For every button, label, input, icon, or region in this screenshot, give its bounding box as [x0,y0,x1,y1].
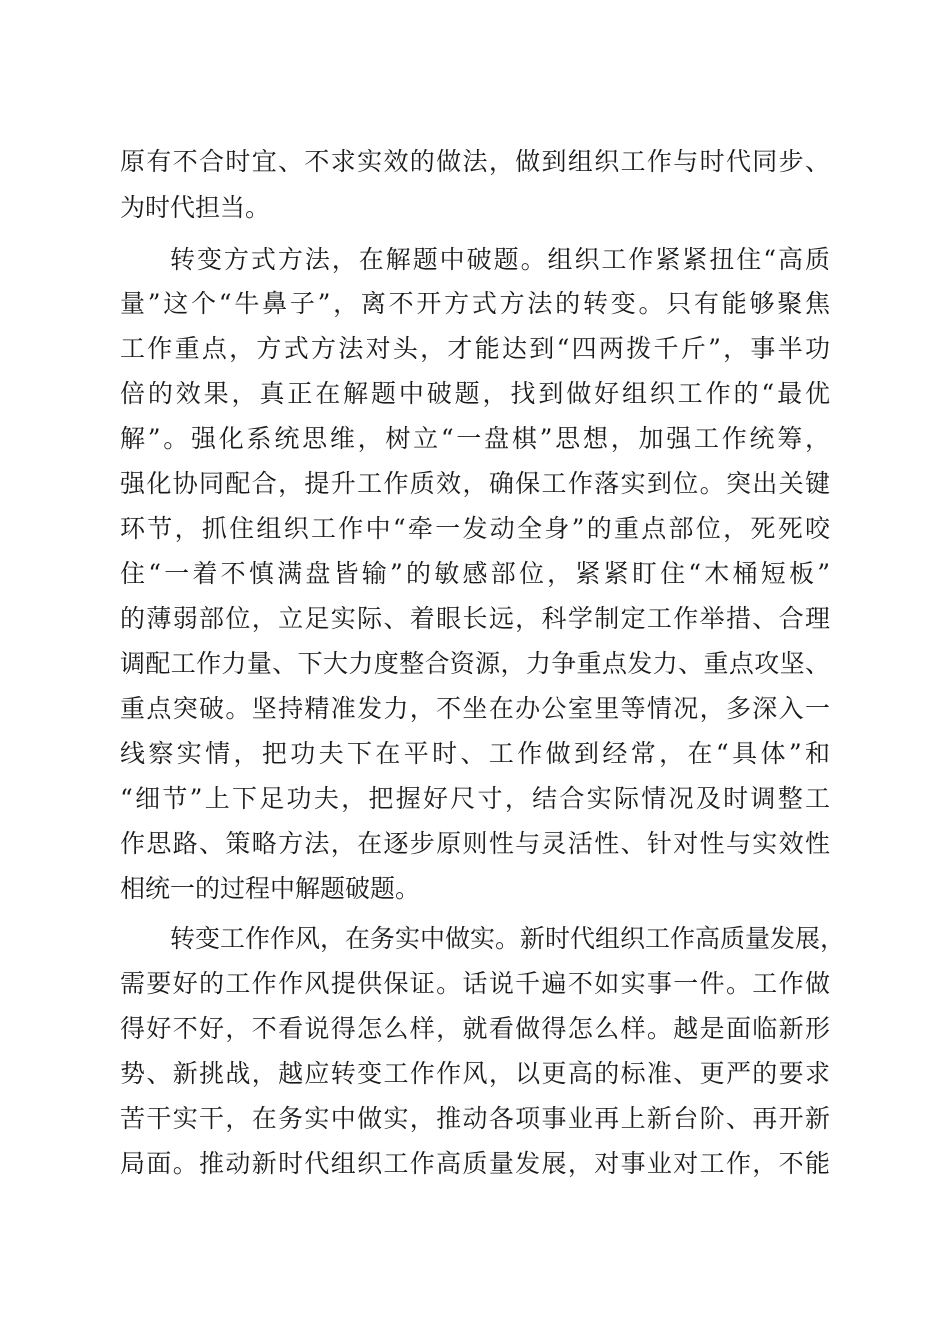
text-line: 苦干实干，在务实中做实，推动各项事业再上新台阶、再开新 [120,1104,830,1133]
text-line: 原有不合时宜、不求实效的做法，做到组织工作与时代同步、 [120,147,830,176]
paragraph-first-line: 转变方式方法，在解题中破题。组织工作紧紧扭住“高质 [170,245,830,274]
text-line: 局面。推动新时代组织工作高质量发展，对事业对工作，不能 [120,1149,830,1178]
text-line: 的薄弱部位，立足实际、着眼长远，科学制定工作举措、合理 [120,604,830,633]
text-line: 强化协同配合，提升工作质效，确保工作落实到位。突出关键 [120,469,830,498]
text-line: 量”这个“牛鼻子”，离不开方式方法的转变。只有能够聚焦 [120,289,830,318]
text-line: 势、新挑战，越应转变工作作风，以更高的标准、更严的要求 [120,1059,830,1088]
text-line: 作思路、策略方法，在逐步原则性与灵活性、针对性与实效性 [120,829,830,858]
paragraph-first-line: 转变工作作风，在务实中做实。新时代组织工作高质量发展， [170,924,846,953]
text-line: 住“一着不慎满盘皆输”的敏感部位，紧紧盯住“木桶短板” [120,559,830,588]
text-line: 重点突破。坚持精准发力，不坐在办公室里等情况，多深入一 [120,694,830,723]
text-line: 为时代担当。 [120,193,271,222]
text-line: 得好不好，不看说得怎么样，就看做得怎么样。越是面临新形 [120,1014,830,1043]
text-line: 倍的效果，真正在解题中破题，找到做好组织工作的“最优 [120,379,830,408]
text-line: “细节”上下足功夫，把握好尺寸，结合实际情况及时调整工 [120,784,830,813]
text-line: 线察实情，把功夫下在平时、工作做到经常，在“具体”和 [120,739,830,768]
text-line: 相统一的过程中解题破题。 [120,874,421,903]
text-line: 环节，抓住组织工作中“牵一发动全身”的重点部位，死死咬 [120,514,830,543]
text-line: 需要好的工作作风提供保证。话说千遍不如实事一件。工作做 [120,969,830,998]
text-line: 调配工作力量、下大力度整合资源，力争重点发力、重点攻坚、 [120,649,830,678]
text-line: 工作重点，方式方法对头，才能达到“四两拨千斤”，事半功 [120,334,830,363]
text-line: 解”。强化系统思维，树立“一盘棋”思想，加强工作统筹， [120,424,830,453]
